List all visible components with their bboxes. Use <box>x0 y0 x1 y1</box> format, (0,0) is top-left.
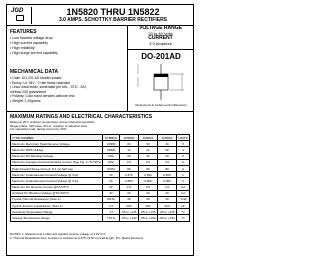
table-cell: 0.850 <box>119 178 138 184</box>
table-cell: 21 <box>138 147 157 153</box>
section-divider <box>7 111 193 112</box>
table-cell: Maximum DC Blocking Voltage <box>11 153 103 159</box>
table-cell: at Rated DC Blocking Voltage @TA=100°C <box>11 190 103 196</box>
mechanical-item: • Polarity: Color band denotes cathode end <box>10 94 75 99</box>
features-heading: FEATURES <box>10 29 37 35</box>
table-cell: °C/W <box>177 196 190 202</box>
column-header: UNITS <box>178 135 188 140</box>
table-cell: VRRM <box>103 141 120 147</box>
mechanical-data-list <box>10 76 87 104</box>
table-cell: 0.525 <box>158 172 177 178</box>
table-cell: V <box>177 141 190 147</box>
table-cell: 200 <box>158 203 177 209</box>
table-cell: 200 <box>138 203 157 209</box>
mechanical-item: • Epoxy: UL 94V - 0 rate flame retardant <box>10 80 71 85</box>
table-cell: °C <box>177 209 190 215</box>
table-cell: A <box>177 159 190 165</box>
table-cell: VF <box>103 172 120 178</box>
table-cell: Peak Forward Surge Current, 8.3 ms half sine <box>11 165 103 171</box>
company-logo <box>10 7 32 24</box>
table-cell: RθJA <box>103 196 120 202</box>
table-cell: -65 to +150 <box>159 216 175 221</box>
table-cell: 40 <box>138 196 157 202</box>
feature-item: • High current capability <box>10 41 48 45</box>
footnote: NOTES: 1. Measured at 1 MHz and applied reverse voltage of 4.0V D.C. <box>10 232 107 236</box>
table-cell: 80 <box>138 165 157 171</box>
table-cell: IFSM <box>103 165 120 171</box>
table-cell: 20 <box>158 190 177 196</box>
table-cell: 20 <box>138 190 157 196</box>
ratings-note: Rating at 25°C ambient temperature unless otherwise specified. <box>10 120 95 124</box>
footnote: 2. Thermal Resistance from Junction to Ambient at 0.375" (9.5mm) lead length, P.C. Board Mounted. <box>10 235 144 240</box>
column-header: 1N5821 <box>138 135 157 141</box>
table-cell: VRMS <box>103 147 120 153</box>
current-value: 3.0 Amperes <box>149 41 172 46</box>
table-cell: Maximum Average Forward Rectified Current (See Fig. 1) TL=95°C <box>12 160 102 165</box>
table-cell: CJ <box>103 203 120 209</box>
table-cell: 3.0 <box>138 159 157 165</box>
table-cell: VF <box>103 178 120 184</box>
table-cell: IR <box>103 190 120 196</box>
table-cell: 0.950 <box>158 178 177 184</box>
voltage-range-label: VOLTAGE RANGE <box>139 25 182 31</box>
voltage-range-box <box>127 26 193 50</box>
table-cell: Typical Thermal Resistance (Note 2) <box>11 196 103 202</box>
mechanical-data-heading: MECHANICAL DATA <box>10 69 59 75</box>
page-subtitle: 3.0 AMPS. SCHOTTKY BARRIER RECTIFIERS <box>58 17 168 23</box>
table-cell: °C <box>177 215 190 221</box>
ratings-heading: MAXIMUM RATINGS AND ELECTRICAL CHARACTERISTICS <box>10 114 153 120</box>
table-cell: 40 <box>158 153 177 159</box>
page-title: 1N5820 THRU 1N5822 <box>66 7 160 17</box>
table-cell: VDC <box>103 153 120 159</box>
voltage-range-value: 20 to 40 Volts <box>148 31 173 36</box>
logo-mark-icon <box>16 15 24 21</box>
table-cell: 80 <box>158 165 177 171</box>
table-cell: A <box>177 165 190 171</box>
package-panel <box>127 50 193 111</box>
feature-item: • Low forward voltage drop <box>10 36 53 40</box>
footnotes <box>10 233 190 241</box>
table-cell: 0.475 <box>119 172 138 178</box>
table-cell: V <box>177 147 190 153</box>
table-cell: -65 to +125 <box>140 209 156 214</box>
table-cell: 3.0 <box>119 159 138 165</box>
datasheet-page <box>6 4 194 256</box>
table-cell: 2.0 <box>138 184 157 190</box>
column-header: 1N5820 <box>119 135 138 141</box>
table-cell: 20 <box>119 141 138 147</box>
table-cell: 2.0 <box>158 184 177 190</box>
package-title: DO-201AD <box>141 52 181 61</box>
table-cell: 14 <box>119 147 138 153</box>
ratings-note: Single phase, half wave, 60 Hz, resistive or inductive load. <box>10 123 88 128</box>
mechanical-item: method 208 guaranteed <box>10 89 47 94</box>
table-cell: mA <box>177 184 190 190</box>
table-cell: 28 <box>158 147 177 153</box>
table-cell: 3.0 <box>158 159 177 165</box>
dimensions-note: Dimensions in inches and (millimeters) <box>135 103 187 107</box>
table-cell: 30 <box>138 141 157 147</box>
table-cell: Maximum DC Reverse Current @TA=25°C <box>11 184 103 190</box>
table-cell: 0.500 <box>138 172 157 178</box>
table-cell: TSTG <box>103 215 120 221</box>
ratings-note: For capacitive load, derate current by 20%. <box>10 127 68 132</box>
column-header: 1N5822 <box>158 135 177 141</box>
table-cell: 20 <box>119 190 138 196</box>
table-cell: -65 to +150 <box>121 216 137 221</box>
table-cell: pF <box>177 203 190 209</box>
table-cell: 0.900 <box>138 178 157 184</box>
table-cell: V <box>177 153 190 159</box>
ratings-table <box>10 134 190 222</box>
table-cell: 30 <box>138 153 157 159</box>
feature-item: • High reliability <box>10 46 35 50</box>
table-cell: Operating Temperature Range <box>11 209 103 215</box>
table-cell: Typical Junction Capacitance (Note 1) <box>11 203 103 209</box>
table-cell: -65 to +150 <box>140 216 156 221</box>
column-header: TYPE NUMBER <box>11 135 103 141</box>
table-cell: Maximum Recurrent Peak Reverse Voltage <box>11 141 103 147</box>
mechanical-item: • Weight: 1.10grams <box>10 98 41 103</box>
table-cell: 40 <box>158 196 177 202</box>
table-cell: mA <box>177 190 190 196</box>
table-cell: IR <box>103 184 120 190</box>
mechanical-item: • Lead: Axial leads, solderable per MIL - STD - 202, <box>10 85 88 90</box>
mechanical-item: • Case: DO-201 AD Molded plastic <box>10 76 62 80</box>
current-label: CURRENT <box>148 35 173 41</box>
table-cell: I(AV) <box>103 159 120 165</box>
table-cell: 20 <box>119 153 138 159</box>
table-cell: Maximum Instantaneous Forward Voltage @ 9.4A <box>11 178 103 184</box>
table-cell: V <box>177 172 190 178</box>
table-cell: 200 <box>119 203 138 209</box>
table-cell: -65 to +125 <box>121 209 137 214</box>
features-list <box>10 36 58 56</box>
ratings-notes <box>10 121 190 132</box>
table-cell: Maximum Instantaneous Forward Voltage @ 3.0A <box>11 172 103 178</box>
table-cell: 80 <box>119 165 138 171</box>
table-row <box>11 215 190 221</box>
package-outline-drawing <box>130 63 192 101</box>
table-cell: V <box>177 178 190 184</box>
table-cell: 40 <box>119 196 138 202</box>
table-cell: 2.0 <box>119 184 138 190</box>
table-cell: Maximum RMS Voltage <box>11 147 103 153</box>
feature-item: • High surge current capability <box>10 51 58 55</box>
logo-text: JGD <box>11 8 24 14</box>
column-header: SYMBOL <box>103 135 120 141</box>
table-cell: TJ <box>103 209 120 215</box>
table-cell: 40 <box>158 141 177 147</box>
table-cell: Storage Temperature Range <box>11 215 103 221</box>
table-cell: -65 to +125 <box>159 209 175 214</box>
header <box>7 5 193 26</box>
